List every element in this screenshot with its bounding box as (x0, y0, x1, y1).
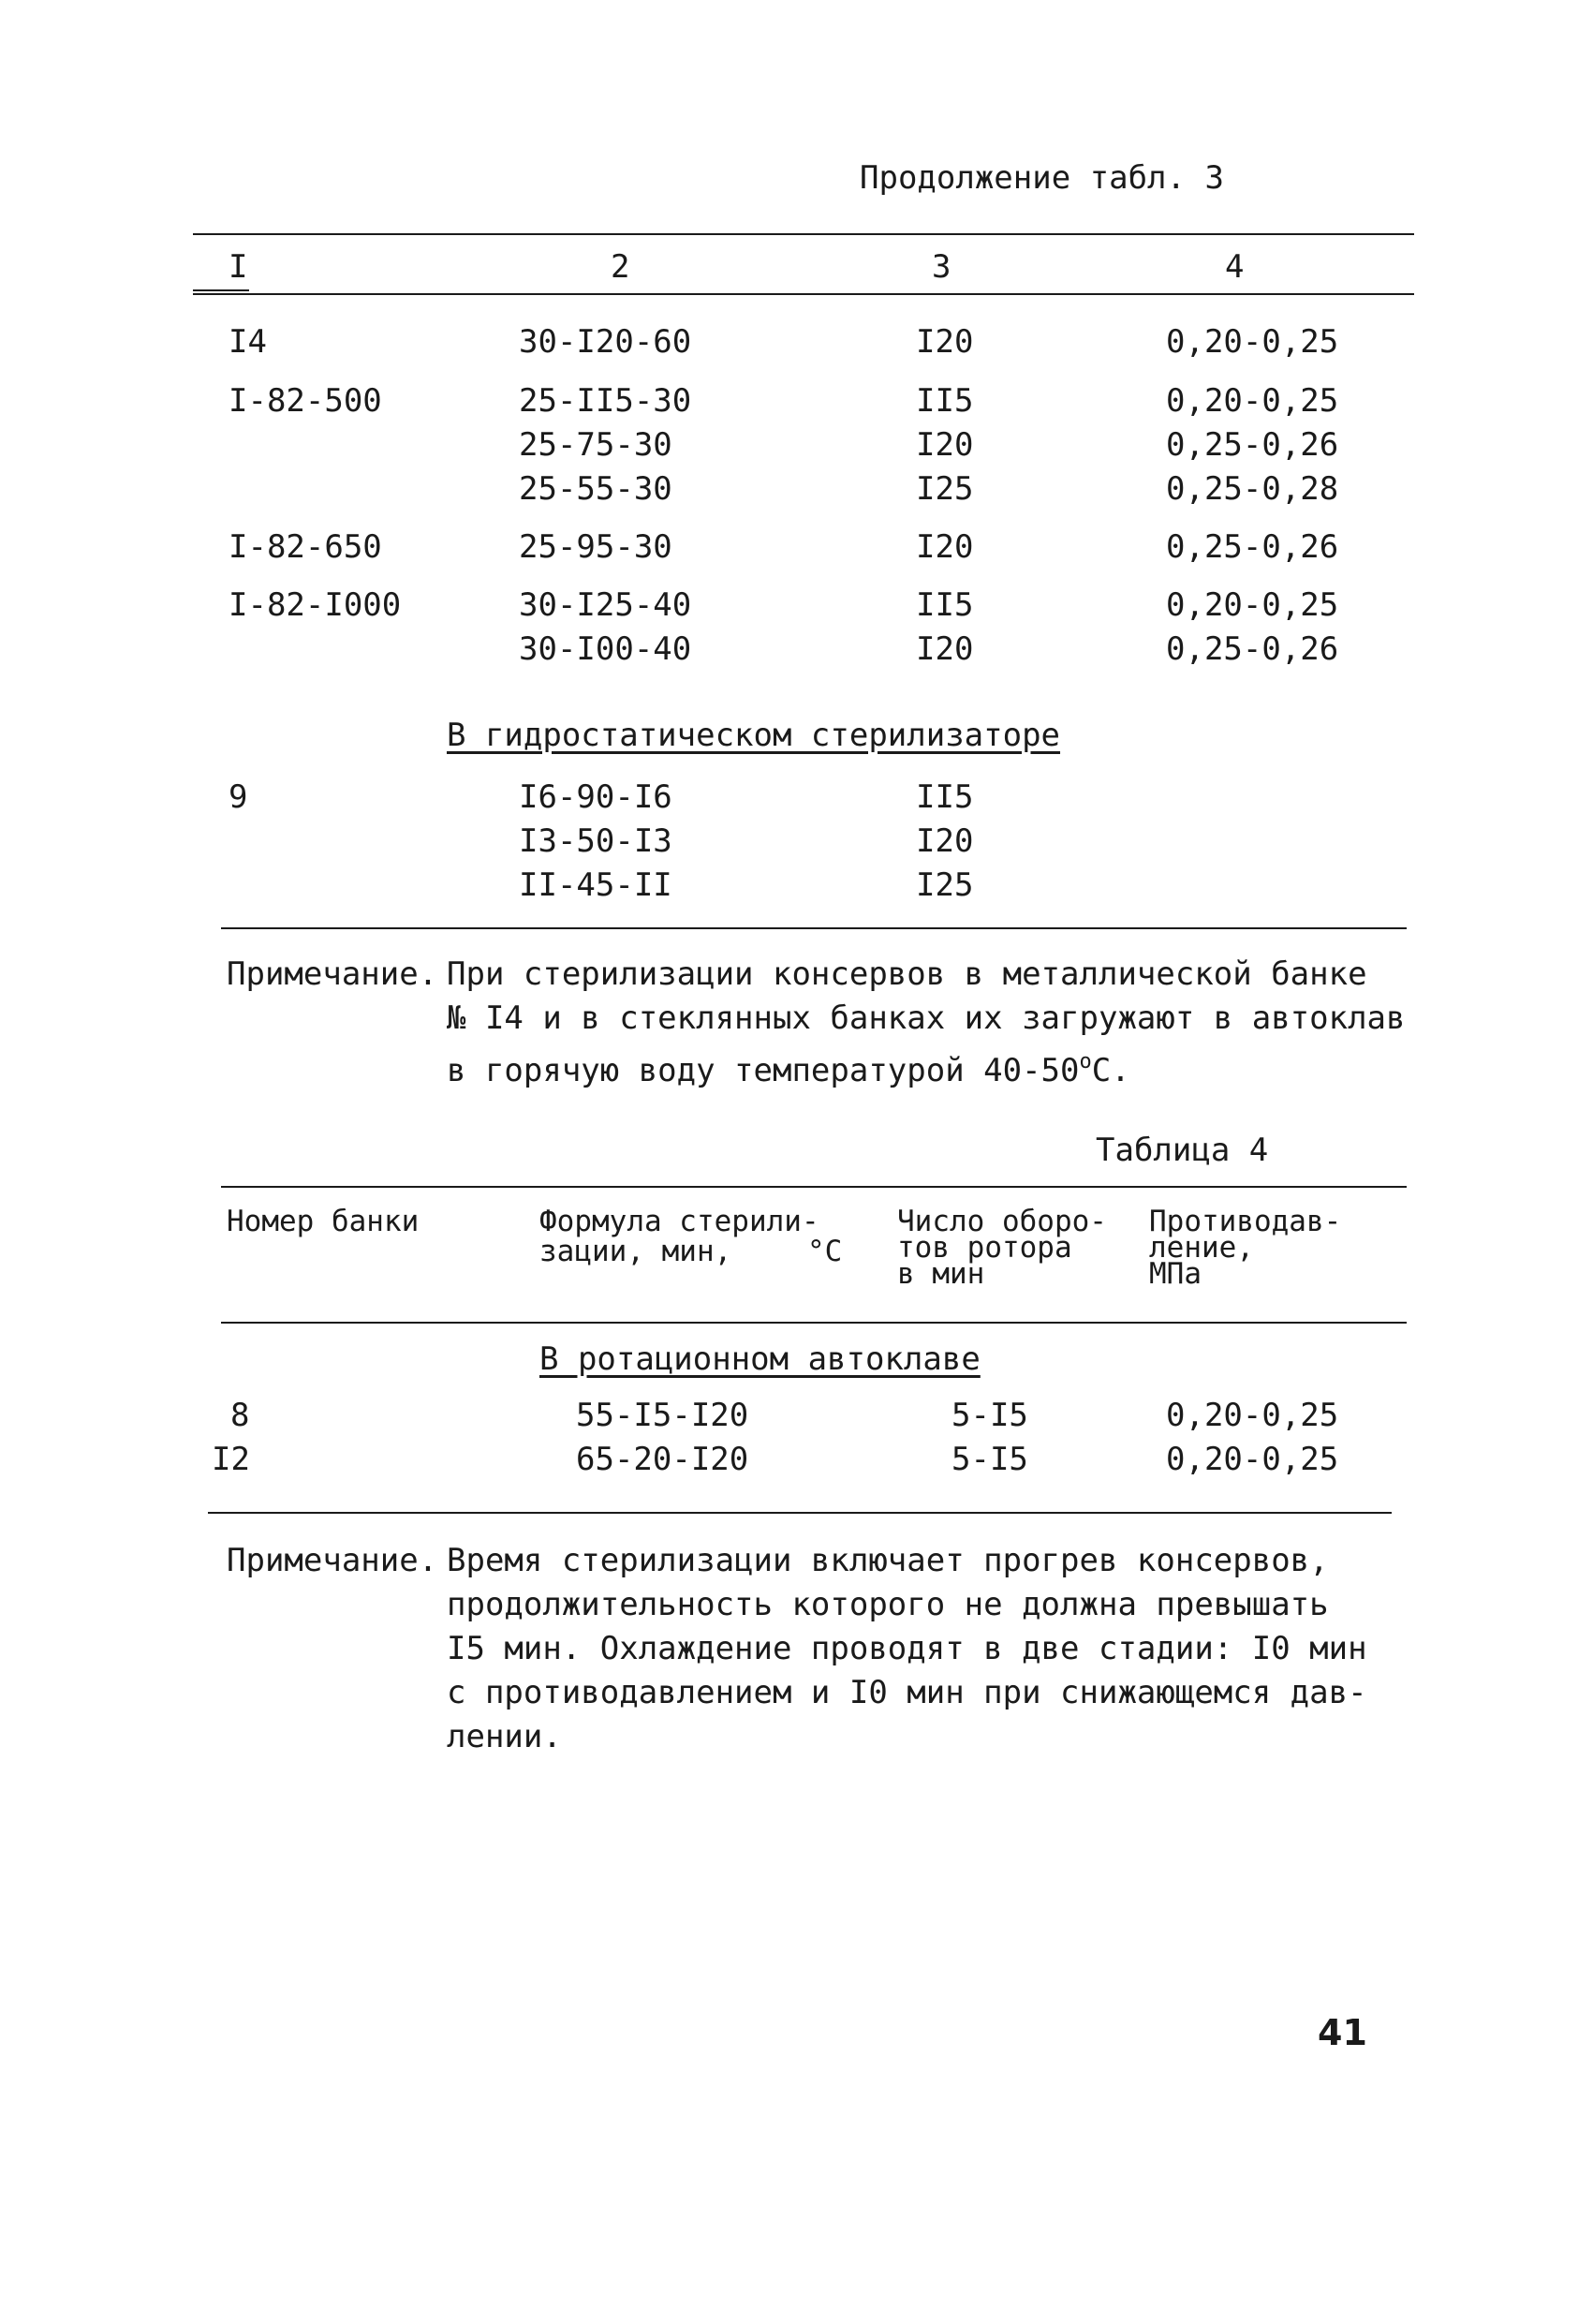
table3-row-can: I-82-650 (229, 528, 382, 566)
table3-row-pressure: 0,20-0,25 (1166, 586, 1339, 624)
table3-row-temp: I20 (916, 323, 974, 361)
table3-header-rule (193, 293, 1414, 295)
table3-hydro-formula: I3-50-I3 (519, 822, 672, 860)
table4-header-rule (221, 1322, 1407, 1324)
table4-row-rotation: 5-I5 (951, 1441, 1028, 1478)
table4-row-formula: 55-I5-I20 (576, 1397, 749, 1434)
table3-hydro-temp: II5 (916, 778, 974, 816)
page-number: 41 (1318, 2012, 1367, 2053)
table3-hydro-temp: I25 (916, 866, 974, 904)
table3-note-line (447, 1044, 1130, 1089)
table4-row-pressure: 0,20-0,25 (1166, 1397, 1339, 1434)
table4-row-can: 8 (230, 1397, 250, 1434)
table3-hydro-formula: I6-90-I6 (519, 778, 672, 816)
table3-row-formula: 25-55-30 (519, 470, 672, 508)
table3-row-pressure: 0,25-0,26 (1166, 528, 1339, 566)
table4-title: Таблица 4 (1096, 1132, 1269, 1169)
table3-row-temp: I20 (916, 528, 974, 566)
table4-header-formula-line: зации, мин, (539, 1235, 732, 1268)
table3-note-line-end: С. (1091, 1052, 1130, 1089)
table3-header-col1: I (229, 248, 248, 286)
table3-row-temp: I20 (916, 630, 974, 668)
table3-continuation-title: Продолжение табл. 3 (860, 159, 1224, 197)
table4-header-pressure-line: МПа (1149, 1257, 1202, 1291)
table4-row-rotation: 5-I5 (951, 1397, 1028, 1434)
table4-header-pressure-line: ление, (1149, 1231, 1254, 1265)
table3-row-formula: 25-75-30 (519, 426, 672, 464)
table3-note-line: При стерилизации консервов в металлической банке (447, 955, 1367, 993)
table3-header-col4: 4 (1225, 248, 1245, 286)
degree-sign: o (1079, 1050, 1092, 1073)
table3-bottom-rule (221, 927, 1407, 929)
table4-note-line: продолжительность которого не должна превышать (447, 1586, 1329, 1623)
table4-row-can: I2 (212, 1441, 250, 1478)
table4-header-pressure-line: Противодав- (1149, 1205, 1342, 1238)
table3-note-label: Примечание. (227, 955, 438, 993)
table3-row-pressure: 0,25-0,26 (1166, 426, 1339, 464)
table3-hydro-temp: I20 (916, 822, 974, 860)
table4-header-rotation-line: тов ротора (897, 1231, 1072, 1265)
table3-row-can: I-82-500 (229, 382, 382, 420)
table3-row-formula: 30-I20-60 (519, 323, 692, 361)
table3-row-formula: 25-95-30 (519, 528, 672, 566)
table4-section-rotational: В ротационном автоклаве (539, 1340, 981, 1378)
table4-header-formula-line: Формула стерили- (539, 1205, 819, 1238)
table3-row-temp: II5 (916, 382, 974, 420)
table3-hydro-formula: II-45-II (519, 866, 672, 904)
table4-header-rotation-line: в мин (897, 1257, 985, 1291)
table3-row-pressure: 0,20-0,25 (1166, 323, 1339, 361)
table3-row-can: I4 (229, 323, 267, 361)
table3-row-pressure: 0,20-0,25 (1166, 382, 1339, 420)
table4-header-formula-unit: °С (807, 1235, 843, 1268)
table3-header-col3: 3 (932, 248, 951, 286)
table3-row-can: I-82-I000 (229, 586, 402, 624)
table3-row-formula: 30-I25-40 (519, 586, 692, 624)
table4-note-line: лении. (447, 1718, 562, 1755)
table3-header-col2: 2 (611, 248, 630, 286)
table4-top-rule (221, 1186, 1407, 1188)
table4-bottom-rule (208, 1512, 1392, 1514)
table4-row-pressure: 0,20-0,25 (1166, 1441, 1339, 1478)
table3-note-line-text: в горячую воду температурой 40-50 (447, 1052, 1080, 1089)
table3-section-hydrostatic: В гидростатическом стерилизаторе (447, 717, 1061, 754)
table4-header-rotation-line: Число оборо- (897, 1205, 1107, 1238)
table3-row-temp: I20 (916, 426, 974, 464)
table4-row-formula: 65-20-I20 (576, 1441, 749, 1478)
table3-hydro-can: 9 (229, 778, 248, 816)
table4-header-can: Номер банки (227, 1205, 420, 1238)
table3-row-temp: II5 (916, 586, 974, 624)
table4-note-line: I5 мин. Охлаждение проводят в две стадии: I0 мин (447, 1630, 1367, 1667)
table3-row-pressure: 0,25-0,26 (1166, 630, 1339, 668)
table3-row-temp: I25 (916, 470, 974, 508)
table3-top-rule (193, 233, 1414, 235)
table3-row-formula: 25-II5-30 (519, 382, 692, 420)
table3-header-col1-underline (193, 289, 249, 291)
table4-note-line: Время стерилизации включает прогрев консервов, (447, 1542, 1329, 1579)
table3-row-pressure: 0,25-0,28 (1166, 470, 1339, 508)
table3-note-line: № I4 и в стеклянных банках их загружают в автоклав (447, 999, 1406, 1037)
table4-note-line: с противодавлением и I0 мин при снижающемся дав- (447, 1674, 1367, 1711)
table4-note-label: Примечание. (227, 1542, 438, 1579)
table3-row-formula: 30-I00-40 (519, 630, 692, 668)
